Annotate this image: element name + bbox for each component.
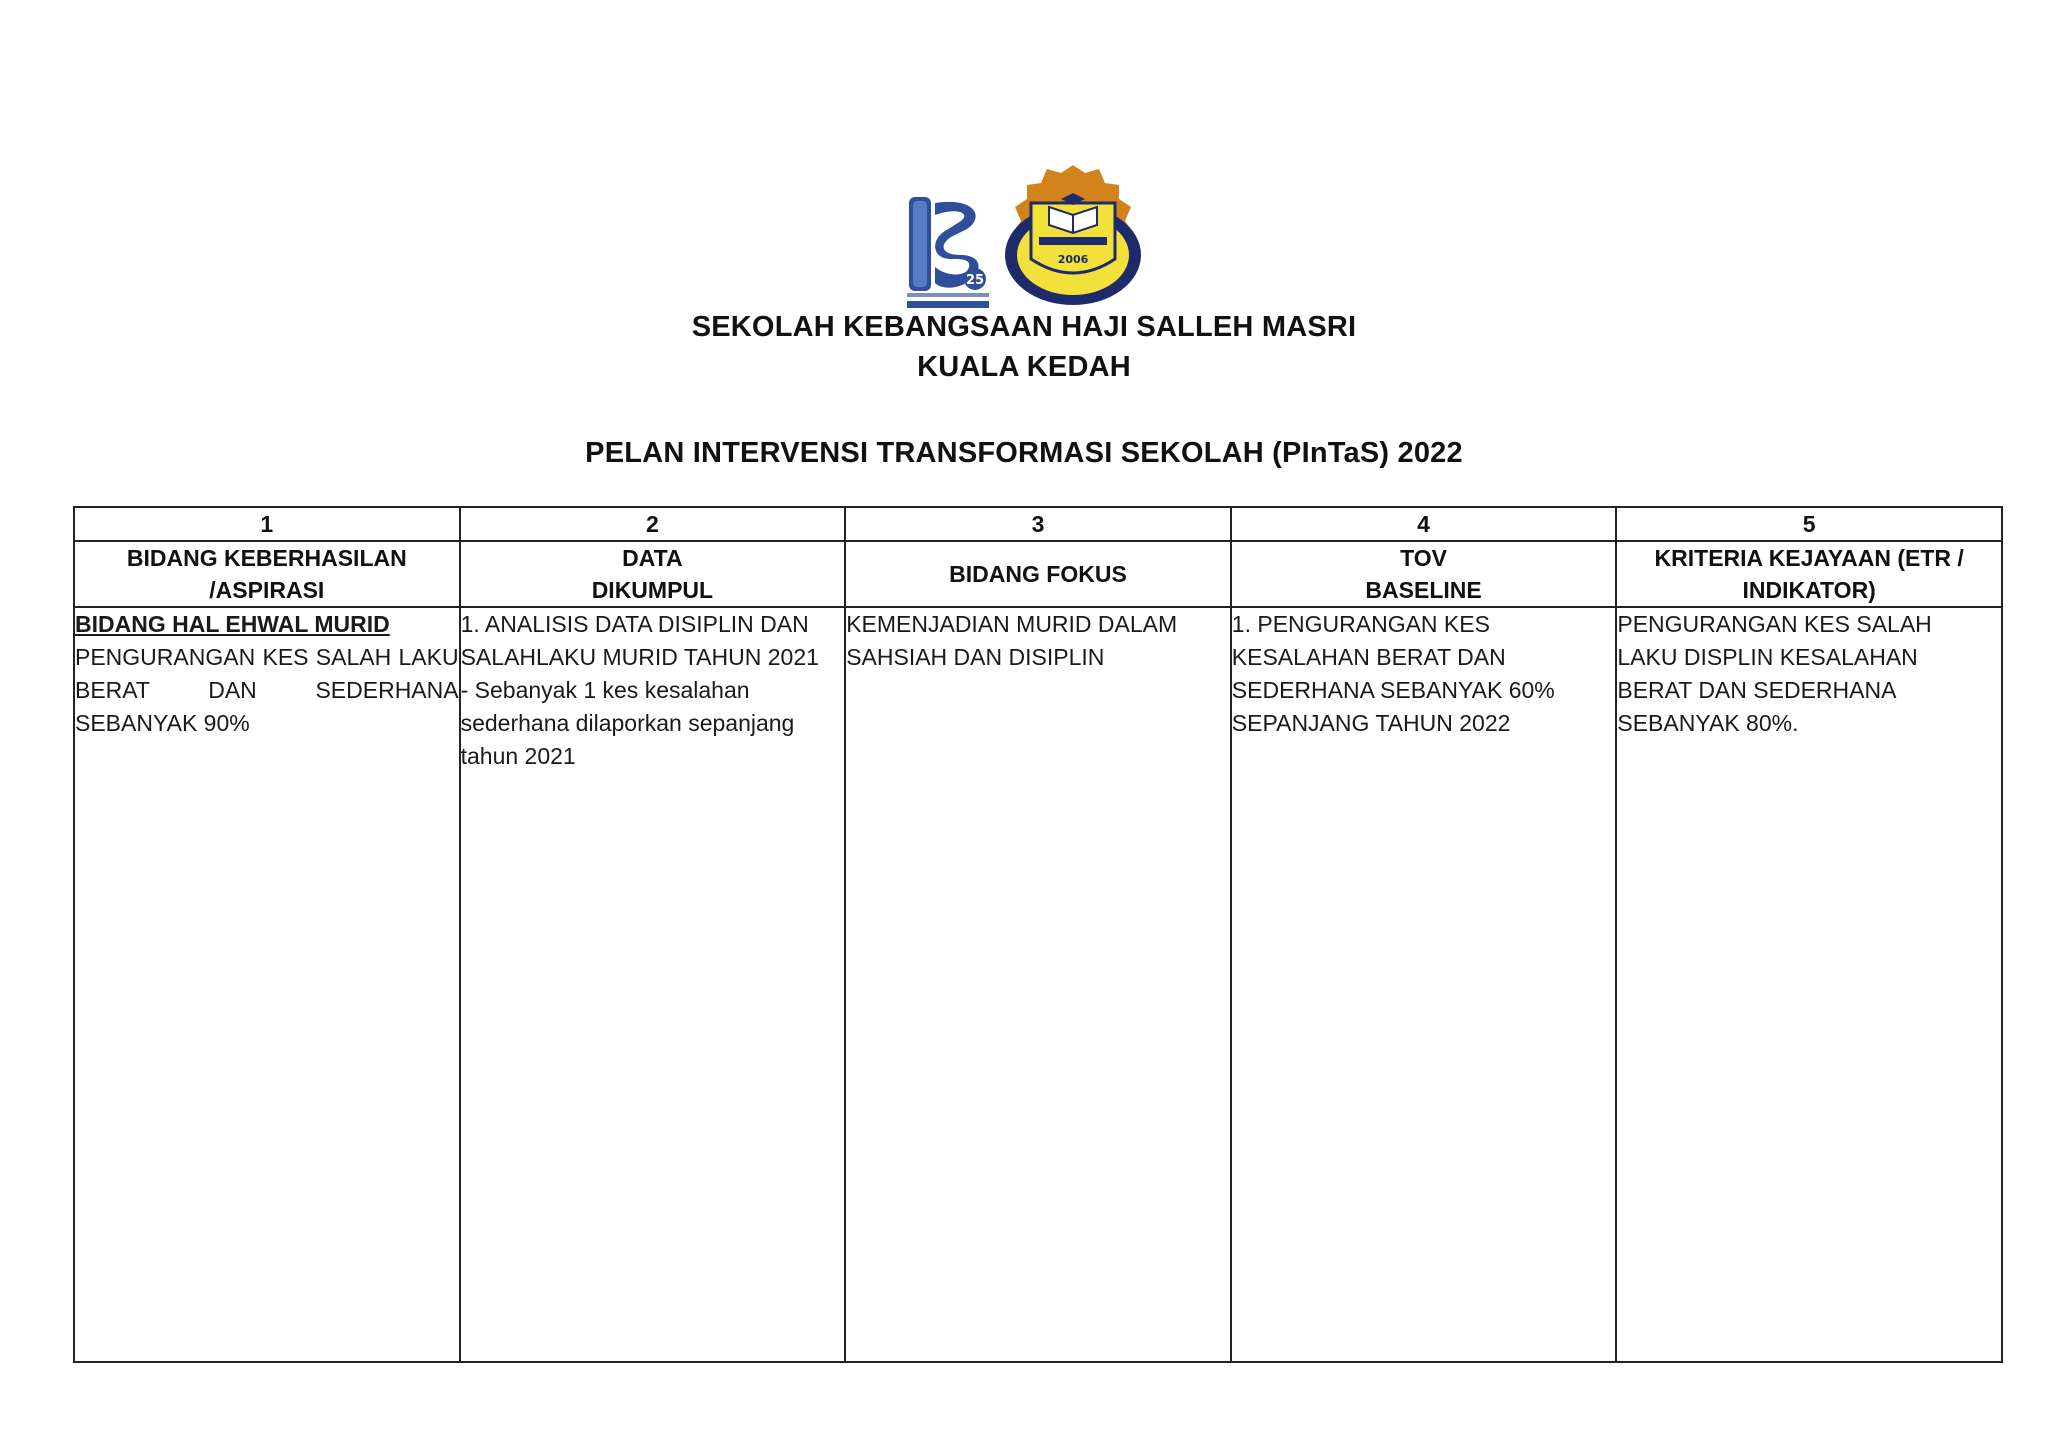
table-row <box>74 607 2002 1362</box>
column-header-focus: BIDANG FOKUS <box>845 541 1231 607</box>
column-header-criteria: KRITERIA KEJAYAAN (ETR / INDIKATOR) <box>1616 541 2002 607</box>
outcome-text: PENGURANGAN KES SALAH LAKU BERAT DAN SEDERHANA SEBANYAK 90% <box>75 644 459 736</box>
plan-title: PELAN INTERVENSI TRANSFORMASI SEKOLAH (PInTaS) 2022 <box>585 437 1463 469</box>
intervention-plan-table <box>73 506 2003 1363</box>
column-number-row <box>74 507 2002 541</box>
ss25-logo <box>905 193 991 311</box>
tov-cell: 1. PENGURANGAN KES KESALAHAN BERAT DAN SEDERHANA SEBANYAK 60% SEPANJANG TAHUN 2022 <box>1231 607 1617 1362</box>
district-name: KUALA KEDAH <box>917 351 1131 383</box>
data-cell: 1. ANALISIS DATA DISIPLIN DAN SALAHLAKU MURID TAHUN 2021 - Sebanyak 1 kes kesalahan sederhana dilaporkan sepanjang tahun 2021 <box>460 607 846 1362</box>
column-header-tov: TOV BASELINE <box>1231 541 1617 607</box>
svg-text:25: 25 <box>965 273 985 288</box>
outcome-cell <box>74 607 460 1362</box>
column-number: 3 <box>845 507 1231 541</box>
school-crest-logo <box>1001 163 1145 308</box>
column-header-row <box>74 541 2002 607</box>
column-header-outcome: BIDANG KEBERHASILAN /ASPIRASI <box>74 541 460 607</box>
criteria-cell: PENGURANGAN KES SALAH LAKU DISPLIN KESALAHAN BERAT DAN SEDERHANA SEBANYAK 80%. <box>1616 607 2002 1362</box>
column-number: 1 <box>74 507 460 541</box>
school-name: SEKOLAH KEBANGSAAN HAJI SALLEH MASRI <box>691 311 1357 343</box>
column-number: 2 <box>460 507 846 541</box>
logo-group <box>905 163 1145 311</box>
focus-cell: KEMENJADIAN MURID DALAM SAHSIAH DAN DISIPLIN <box>845 607 1231 1362</box>
column-number: 5 <box>1616 507 2002 541</box>
outcome-title: BIDANG HAL EHWAL MURID <box>75 611 390 637</box>
column-header-data: DATA DIKUMPUL <box>460 541 846 607</box>
svg-text:2006: 2006 <box>1057 253 1089 266</box>
column-number: 4 <box>1231 507 1617 541</box>
